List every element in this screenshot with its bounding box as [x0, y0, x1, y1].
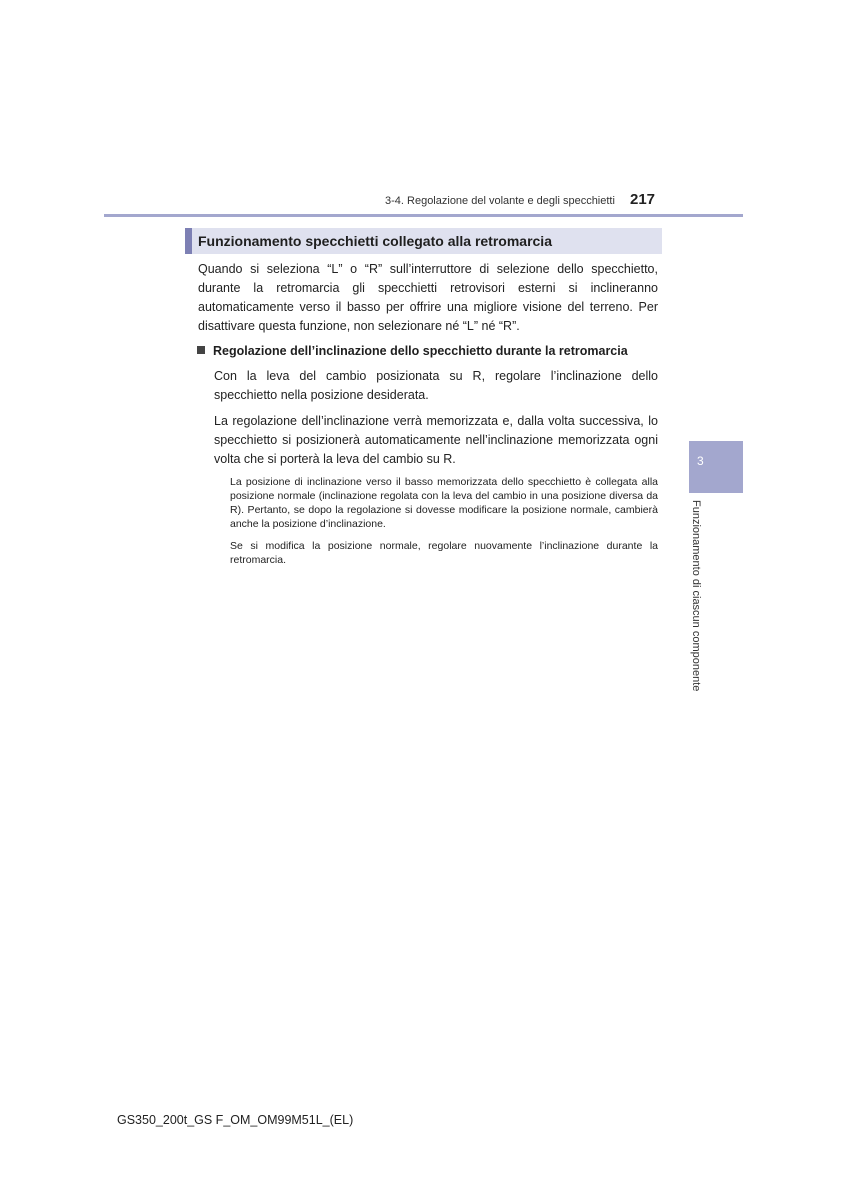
page-number: 217 [630, 191, 656, 208]
chapter-title: 3-4. Regolazione del volante e degli specchietti [385, 195, 615, 207]
chapter-tab-label: Funzionamento di ciascun componente [690, 500, 702, 692]
subsection-heading [197, 342, 667, 360]
subsection-paragraph-1: Con la leva del cambio posizionata su R, regolare l’inclinazione dello specchietto nella posizione desiderata. [214, 369, 658, 402]
note-paragraph-2: Se si modifica la posizione normale, regolare nuovamente l’inclinazione durante la retromarcia. [230, 540, 658, 566]
footer-code: GS350_200t_GS F_OM_OM99M51L_(EL) [117, 1113, 354, 1127]
header-divider [104, 214, 743, 217]
note-paragraph-1: La posizione di inclinazione verso il basso memorizzata dello specchietto è collegata alla posizione normale (inclinazione regolata con la leva del cambio in una posizione diversa da R). Pertanto, se dopo la regolazione si dovesse modificare la posizione normale, cambierà anche la posizione d’inclinazione. [230, 476, 658, 530]
subsection-heading-text: Regolazione dell’inclinazione dello specchietto durante la retromarcia [213, 344, 628, 358]
chapter-tab [689, 441, 743, 493]
section-heading: Funzionamento specchietti collegato alla retromarcia [185, 228, 662, 254]
subsection-paragraph-2: La regolazione dell’inclinazione verrà memorizzata e, dalla volta successiva, lo specchietto si posizionerà automaticamente nell’inclinazione memorizzata ogni volta che si porterà la leva del cambio su R. [214, 414, 658, 466]
square-bullet-icon [197, 346, 205, 354]
chapter-tab-number: 3 [697, 454, 704, 468]
intro-paragraph: Quando si seleziona “L” o “R” sull’interruttore di selezione dello specchietto, durante la retromarcia gli specchietti retrovisori esterni si inclineranno automaticamente verso il basso per offrire una migliore visione del terreno. Per disattivare questa funzione, non selezionare né “L” né “R”. [198, 262, 658, 333]
